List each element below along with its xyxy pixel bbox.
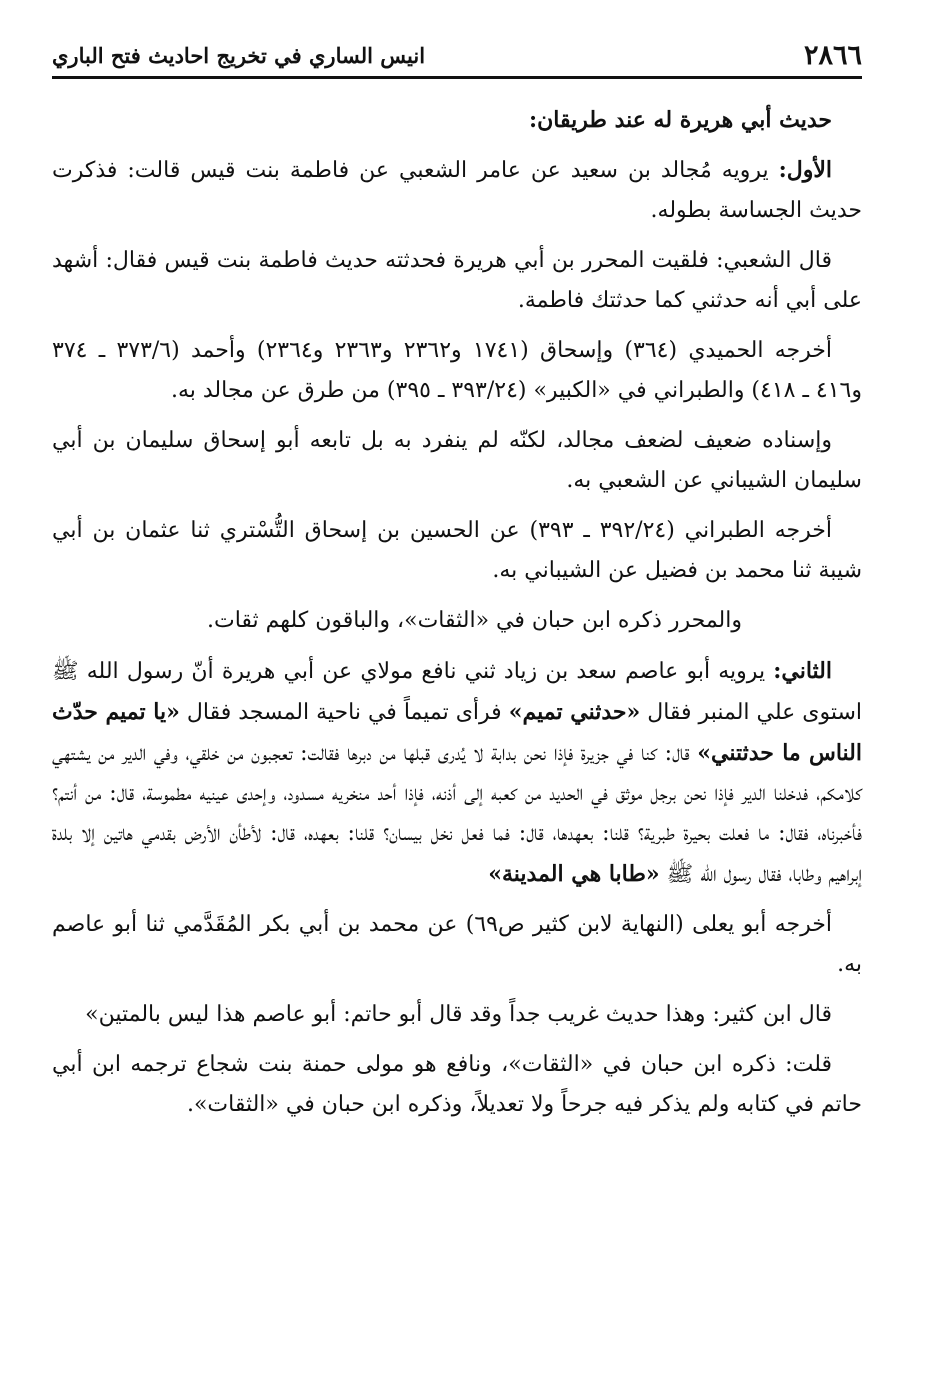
second-route-text-a: يرويه أبو عاصم سعد بن زياد ثني نافع مولاي عن أبي هريرة أنّ رسول الله ﷺ استوى علي المنبر فقال bbox=[52, 659, 863, 725]
paragraph-abu-yala: أخرجه أبو يعلى (النهاية لابن كثير ص٦٩) عن محمد بن أبي بكر المُقَدَّمي ثنا أبو عاصم به. bbox=[52, 912, 862, 977]
page-header bbox=[52, 34, 862, 79]
paragraph-isnad: وإسناده ضعيف لضعف مجالد، لكنّه لم ينفرد به بل تابعه أبو إسحاق سليمان بن أبي سليمان الشيباني عن الشعبي به. bbox=[52, 428, 862, 493]
paragraph-takhrij-2: أخرجه الطبراني (٣٩٢/٢٤ ـ ٣٩٣) عن الحسين بن إسحاق التُّسْتري ثنا عثمان بن أبي شيبة ثنا محمد بن فضيل عن الشيباني به. bbox=[52, 518, 862, 583]
paragraph-takhrij-1: أخرجه الحميدي (٣٦٤) وإسحاق (١٧٤١ و٢٣٦٢ و٢٣٦٣ و٢٣٦٤) وأحمد (٣٧٣/٦ ـ ٣٧٤ و٤١٦ ـ ٤١٨) والطبراني في «الكبير» (٣٩٣/٢٤ ـ ٣٩٥) من طرق عن مجالد به. bbox=[52, 338, 862, 403]
page-body bbox=[52, 100, 862, 1135]
book-title: انيس الساري في تخريج احاديث فتح الباري bbox=[52, 42, 426, 68]
first-route-text: يرويه مُجالد بن سعيد عن عامر الشعبي عن فاطمة بنت قيس قالت: فذكرت حديث الجساسة بطوله. bbox=[52, 158, 862, 223]
first-route-label: الأول: bbox=[778, 157, 832, 183]
section-heading: حديث أبي هريرة له عند طريقان: bbox=[529, 107, 832, 133]
quote-tamim: «حدثني تميم» bbox=[508, 699, 641, 725]
page-number: ٢٨٦٦ bbox=[803, 39, 862, 71]
second-route-label: الثاني: bbox=[773, 658, 832, 684]
quote-ya-tamim: «يا تميم حدّث الناس ما حدثتني» bbox=[52, 699, 862, 766]
paragraph-first-route bbox=[52, 150, 862, 231]
paragraph-muharrar: والمحرر ذكره ابن حبان في «الثقات»، والباقون كلهم ثقات. bbox=[207, 608, 742, 633]
paragraph-second-route bbox=[52, 651, 862, 895]
second-route-text-c: فرأى تميماً في ناحية المسجد فقال bbox=[179, 700, 509, 725]
paragraph-ibn-kathir: قال ابن كثير: وهذا حديث غريب جداً وقد قال أبو حاتم: أبو عاصم هذا ليس بالمتين» bbox=[85, 1002, 832, 1027]
quote-taba: «طابا هي المدينة» bbox=[488, 861, 660, 887]
paragraph-shabi: قال الشعبي: فلقيت المحرر بن أبي هريرة فحدثته حديث فاطمة بنت قيس فقال: أشهد على أبي أنه حدثني كما حدثتك فاطمة. bbox=[52, 248, 862, 313]
second-route-text-e: قال: كنا في جزيرة فإذا نحن بدابة لا يُدرى قبلها من دبرها فقالت: تعجبون من خلقي، وفي الدير من يشتهي كلامكم، فدخلنا الدير فإذا نحن برجل موثق في الحديد من كعبه إلى أذنه، فإذا أحد منخريه مسدود، وإحدى عينيه مطموسة، قال: من أنتم؟ فأخبرناه، فقال: ما فعلت بحيرة طبرية؟ قلنا: بعهدها، قال: فما فعل نخل بيسان؟ قلنا: بعهده، قال: لأطأن الأرض بقدمي هاتين إلا بلدة إبراهيم وطابا، فقال رسول الله ﷺ bbox=[52, 741, 862, 887]
paragraph-qultu: قلت: ذكره ابن حبان في «الثقات»، ونافع هو مولى حمنة بنت شجاع ترجمه ابن أبي حاتم في كتابه ولم يذكر فيه جرحاً ولا تعديلاً، وذكره ابن حبان في «الثقات». bbox=[52, 1052, 862, 1117]
